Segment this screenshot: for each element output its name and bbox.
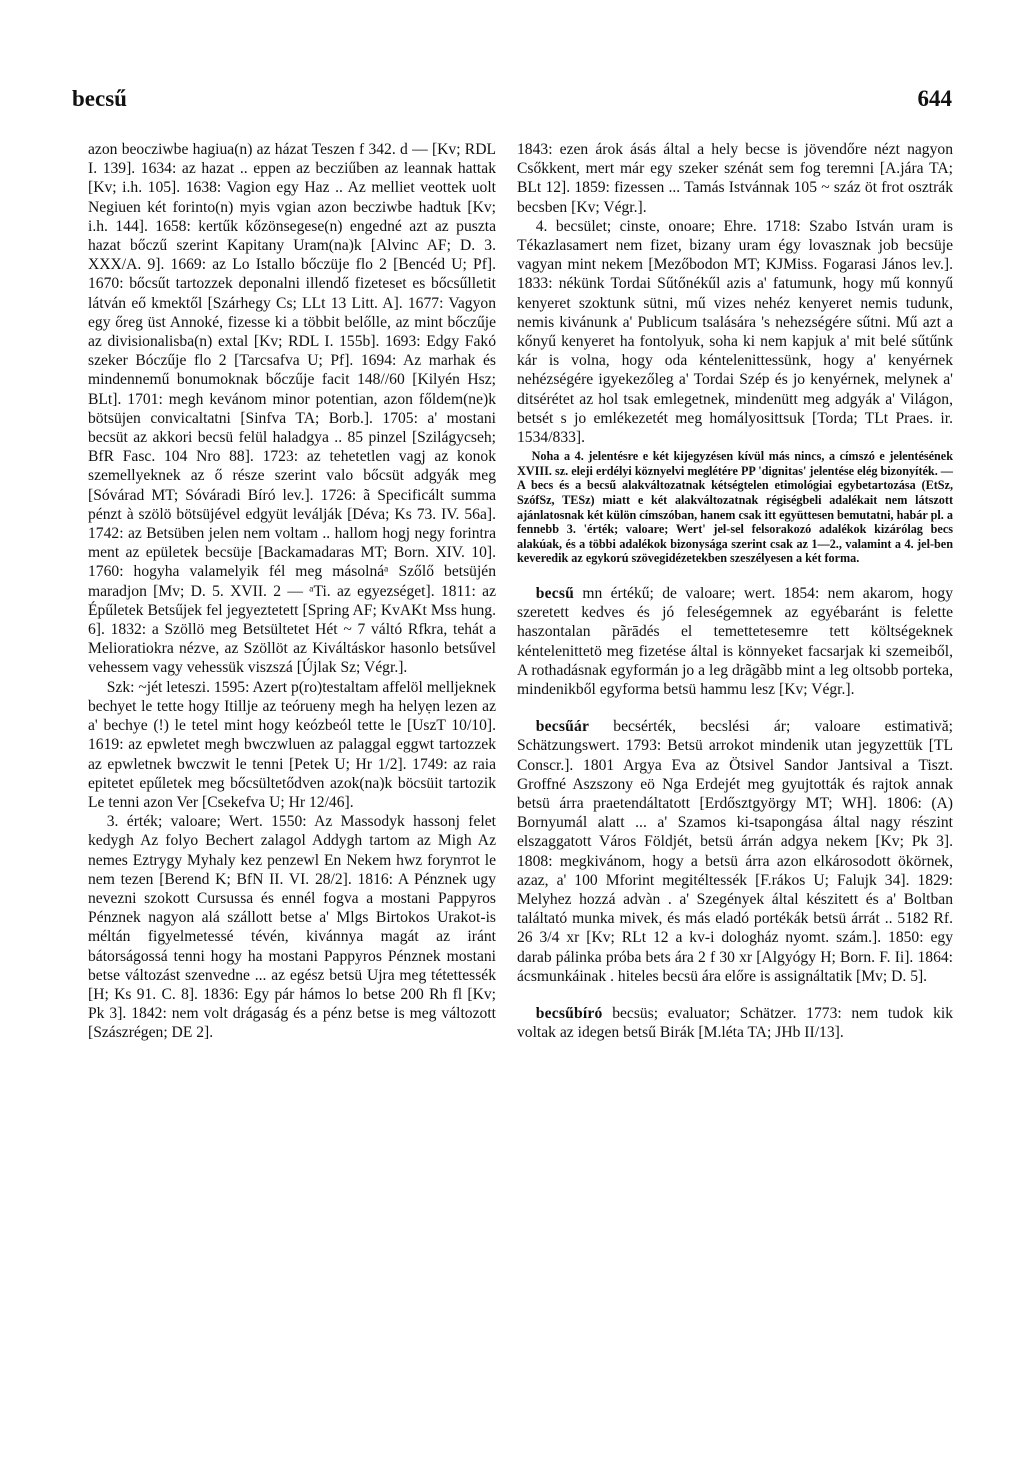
entry-body: becsérték, becslési ár; valoare estimativă; Schätzungswert. 1793: Betsü arrokot mindenik utan jegyzettük [TL Conscr.]. 1801 Argya Eva az Ötsivel Sandor Jantsival a Tiszt. Groffné Aszszony eö Nga Erdejét meg gyujtották és rajtok annak betsü árra praetendáltatott [Erdősztgyörgy MT; WH]. 1806: (A) Bornyumál alatt ... a' Szamos ki-tsapongása által nagy részint elszaggatott Város Földjét, betsü árrán adgya nekem [Kv; Pk 3]. 1808: megkivánom, hogy a betsü árra azon elkárosodott ökörnek, azaz, a' 100 Mforint megitéltessék [F.rákos U; Falujk 34]. 1829: Melyhez hozzá advàn . a' Szegények által készitett és a' Boltban találtató munka mivek, és más eladó portékák betsü árrát .. 5182 Rf. 26 3/4 xr [Kv; RLt 12 a kv-i dologház nyomt. szám.]. 1850: egy darab pálinka próba bets ára 2 f 30 xr [Algyógy H; Born. F. Ii]. 1864: ácsmunkáinak . hiteles becsü ára előre is assignáltatik [Mv; D. 5].	[517, 718, 953, 985]
left-column	[88, 140, 496, 1043]
left-paragraph-2: Szk: ~jét leteszi. 1595: Azert p(ro)testaltam affelöl melljeknek bechyet le tette hogy Itillje az teórueny megh ha helyẹn lezen az a' bechye (!) le tetel mint hogy keózbeól tette le [UszT 10/10]. 1619: az epwletet megh bwczwluen az palaggal eggwt tartozzek az epwletnek bwczwit le tenni [Petek U; Hr 1/2]. 1749: az raia epitetet epűletek meg bőcsültetődven azok(na)k böcsüit tartozik Le tenni azon Ver [Csekefva U; Hr 12/46].	[88, 678, 496, 811]
page-header	[72, 86, 952, 116]
entry-becsu	[517, 584, 953, 699]
page-number: 644	[917, 86, 952, 111]
running-headword: becsű	[72, 86, 127, 111]
entry-body: becsüs; evaluator; Schätzer. 1773: nem tudok kik voltak az idegen betsű Birák [M.léta TA; JHb II/13].	[517, 1005, 954, 1042]
left-paragraph-1: azon beocziwbe hagiua(n) az házat Teszen f 342. d — [Kv; RDL I. 139]. 1634: az hazat .. eppen az becziűben az leannak hattak [Kv; i.h. 105]. 1638: Vagion egy Haz .. Az melliet veottek uolt Negiuen két forinto(n) myis vgian azon becziwbe hadtuk [Kv; i.h. 144]. 1658: kertűk kőzönsegese(n) engedné azt az puszta hazat bőczű szerint Kapitany Uram(na)k [Alvinc AF; D. 3. XXX/A. 9]. 1669: az Lo Istallo bőczüje flo 2 [Bencéd U; Pf]. 1670: bőcsűt tartozzek deponalni illendő fizeteset es bőcsűlletit látván eő kmektől [Szárhegy Cs; LLt 13 Litt. A]. 1677: Vagyon egy őreg üst Annoké, fizesse ki a többit belőlle, az mint bőczűje az divisionalisba(n) extal [Kv; RDL I. 155b]. 1693: Edgy Fakó szeker Bóczűje flo 2 [Tarcsafva U; Pf]. 1694: Az marhak és mindennemű bonumoknak bőczűje facit 148//60 [Kilyén Hsz; BLt]. 1701: megh kevánom minor potentian, azon főldem(ne)k bötsüjen convicaltatni [Sinfva TA; Borb.]. 1705: a' mostani becsüt az akkori becsü felül haladgya .. 85 pinzel [Szilágycseh; BfR Fasc. 104 Nro 88]. 1723: az tehetetlen vagj az konok szemellyeknek az ő része szerint valo bőcsüt adgyák meg [Sóvárad MT; Sóváradi Bíró lev.]. 1726: ã Specificált summa pénzt à szölö bötsüjével edgyüt leválják [Déva; Ks 73. IV. 56a]. 1742: az Betsüben jelen nem voltam .. hallom hogj negy forintra ment az epületek becsüje [Backamadaras MT; Born. XIV. 10]. 1760: hogyha valamelyik fél meg másolnáᵃ Szőlő betsüjén maradjon [Mv; D. 5. XVII. 2 — ᵃTi. az egyezséget]. 1811: az Épűletek Betsűjek fel jegyeztetett [Spring AF; KvAKt Mss hung. 6]. 1832: a Szöllö meg Betsültetet Hét ~ 7 váltó Rfkra, tehát a Melioratiokra nézve, az Szöllöt az Kiváltáskor hasonlo betsűvel vehessem vagy vehessük viszszá [Újlak Sz; Végr.].	[88, 141, 496, 677]
entry-headword: becsű	[535, 585, 574, 602]
entry-becsuar	[517, 717, 953, 986]
entry-headword: becsűbíró	[535, 1005, 603, 1023]
right-paragraph-1: 1843: ezen árok ásás által a hely becse is jövendőre nézt nagyon Csőkkent, mert már egy szeker szénát sem fog teremni [A.jára TA; BLt 12]. 1859: fizessen ... Tamás Istvánnak 105 ~ száz öt frot osztrák becsben [Kv; Végr.].	[517, 141, 953, 216]
entry-headword: becsűár	[535, 718, 590, 736]
right-column	[517, 140, 953, 1042]
entry-becsubiro	[517, 1004, 953, 1042]
editorial-note: Noha a 4. jelentésre e két kijegyzésen kívül más nincs, a címszó e jelentésének XVIII. sz. eleji erdélyi köznyelvi meglétére PP 'dignitas' jelentése elég bizonyíték. — A becs és a becsű alakváltozatnak kétségtelen etimológiai egybetartozása (EtSz, SzófSz, TESz) miatt e két alakváltozatnak régiségbeli adalékait nem látszott ajánlatosnak két külön címszóban, hanem csak itt együttesen bemutatni, habár pl. a fennebb 3. 'érték; valoare; Wert' jel-sel felsorakozó adalékok kizárólag becs alakúak, és a többi adalékok bizonyságа szerint csak az 1—2., valamint a 4. jel-ben keveredik az egykorú szövegidézetekben szeszélyesen a két forma.	[517, 449, 953, 566]
entry-body: mn értékű; de valoare; wert. 1854: nem akarom, hogy szeretett kedves és jó feleségemnek az egyébaránt is felette haszontalan pãrādés el temettetesemre tett költségeknek kéntelenittetö meg fizetése által is könnyeket facsarjak ki szemeiből, A rothadásnak egyformán jo a leg drãgãbb mint a leg oltsobb porteka, mindenikből egyforma betsü hammu lesz [Kv; Végr.].	[517, 585, 953, 699]
right-paragraph-2: 4. becsület; cinste, onoare; Ehre. 1718: Szabo István uram is Tékazlasamert nem fizet, bizany uram égy lovasznak job becsüje vagyan mint nekem [Mezőbodon MT; KJMiss. Fogarasi János lev.]. 1833: nékünk Tordai Sűtőnékűl azis a' fatumunk, hogy mű konnyű kenyeret szoktunk sütni, mű vizes nehéz kenyeret nemis tudunk, nemis kivánunk a' Publicum tsalására 's nehezségére sűtni. Mű azt a kőnyű kenyeret ha fontolyuk, soha ki nem kapjuk a' mit belé sűtűnk kár is volna, hogy oda kéntelenittessünk, hogy a' kenyérnek nehézségére igyekezőleg a' Tordai Szép és jo kenyérnek, melynek a' ditsérétet az hol tsak emlegetnek, mindenütt meg adgyák a' Világon, betsét s jo emlékezetét meg homályosittsuk [Torda; TLt Praes. ir. 1534/833].	[517, 217, 953, 447]
left-paragraph-3: 3. érték; valoare; Wert. 1550: Az Massodyk hassonj felet kedygh Az folyo Bechert zalagol Addygh tartom az Migh Az nemes Eztrygy Myhaly kez penzewl En Nekem hwz forynтot le nem tezen [Berend K; BfN II. VI. 28/2]. 1816: A Pénznek ugy nevezni szokott Cursussa és ennél fogva a mostani Pappyros Pénznek nagyon alá szállott betse a' Mlgs Birtokos Urakot-is méltán figyelmetessé tévén, kivánnya magát az iránt bátorságossá tenni hogy ha mostani Pappyros Pénznek mostani betse változást szenvedne ... az egész betsü Ujra meg tétettessék [H; Ks 91. C. 8]. 1836: Egy pár hámos lo betse 200 Rh fl [Kv; Pk 3]. 1842: nem volt drágaság és a pénz betse is meg változott [Szászrégen; DE 2].	[88, 813, 496, 1042]
